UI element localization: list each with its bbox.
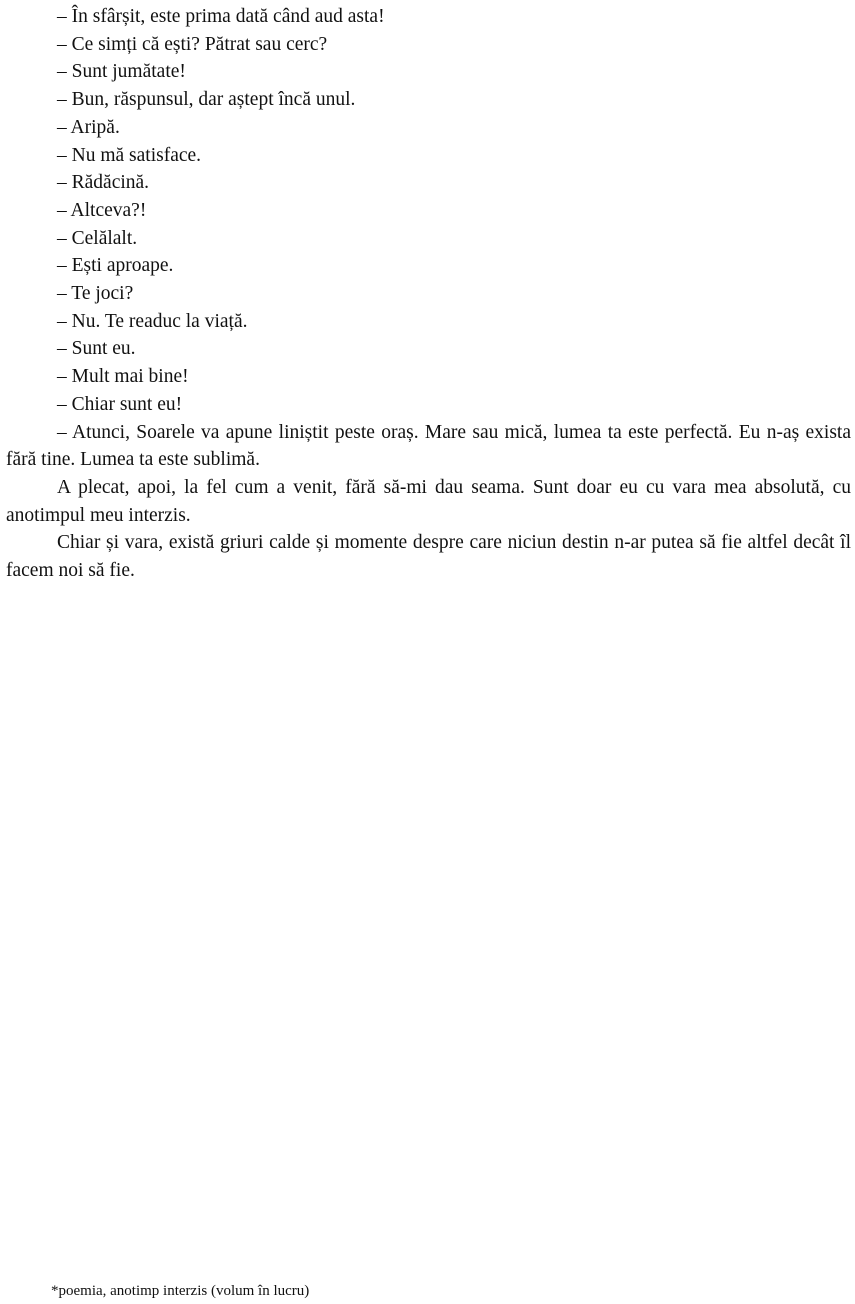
dialog-line: – Te joci?	[57, 283, 134, 305]
dialog-line: – Sunt jumătate!	[57, 61, 186, 83]
dialog-line: – Aripă.	[57, 116, 120, 138]
dialog-line: – Ce simți că ești? Pătrat sau cerc?	[57, 33, 328, 55]
dialog-line: – Sunt eu.	[57, 338, 136, 360]
dialog-line: – Celălalt.	[57, 227, 138, 249]
dialog-line: – Chiar sunt eu!	[57, 393, 183, 415]
document-page	[6, 3, 851, 585]
dialog-line: – Nu mă satisface.	[57, 144, 202, 166]
body-paragraph: – Atunci, Soarele va apune liniștit peste oraș. Mare sau mică, lumea ta este perfectă. Eu n-aș exista fără tine. Lumea ta este sublimă.	[6, 421, 851, 471]
dialog-line: – Altceva?!	[57, 199, 147, 221]
body-paragraph: Chiar și vara, există griuri calde și momente despre care niciun destin n-ar putea să fie altfel decât îl facem noi să fie.	[6, 532, 851, 582]
dialog-line: – Nu. Te readuc la viață.	[57, 310, 248, 332]
footnote: *poemia, anotimp interzis (volum în lucru)	[51, 1283, 310, 1299]
body-paragraph: A plecat, apoi, la fel cum a venit, fără să-mi dau seama. Sunt doar eu cu vara mea absolută, cu anotimpul meu interzis.	[6, 476, 851, 526]
dialog-line: – În sfârșit, este prima dată când aud asta!	[57, 6, 385, 27]
dialog-line: – Mult mai bine!	[57, 366, 189, 388]
dialog-line: – Rădăcină.	[57, 172, 150, 194]
dialog-line: – Bun, răspunsul, dar aștept încă unul.	[57, 89, 356, 111]
dialog-line: – Ești aproape.	[57, 255, 174, 277]
